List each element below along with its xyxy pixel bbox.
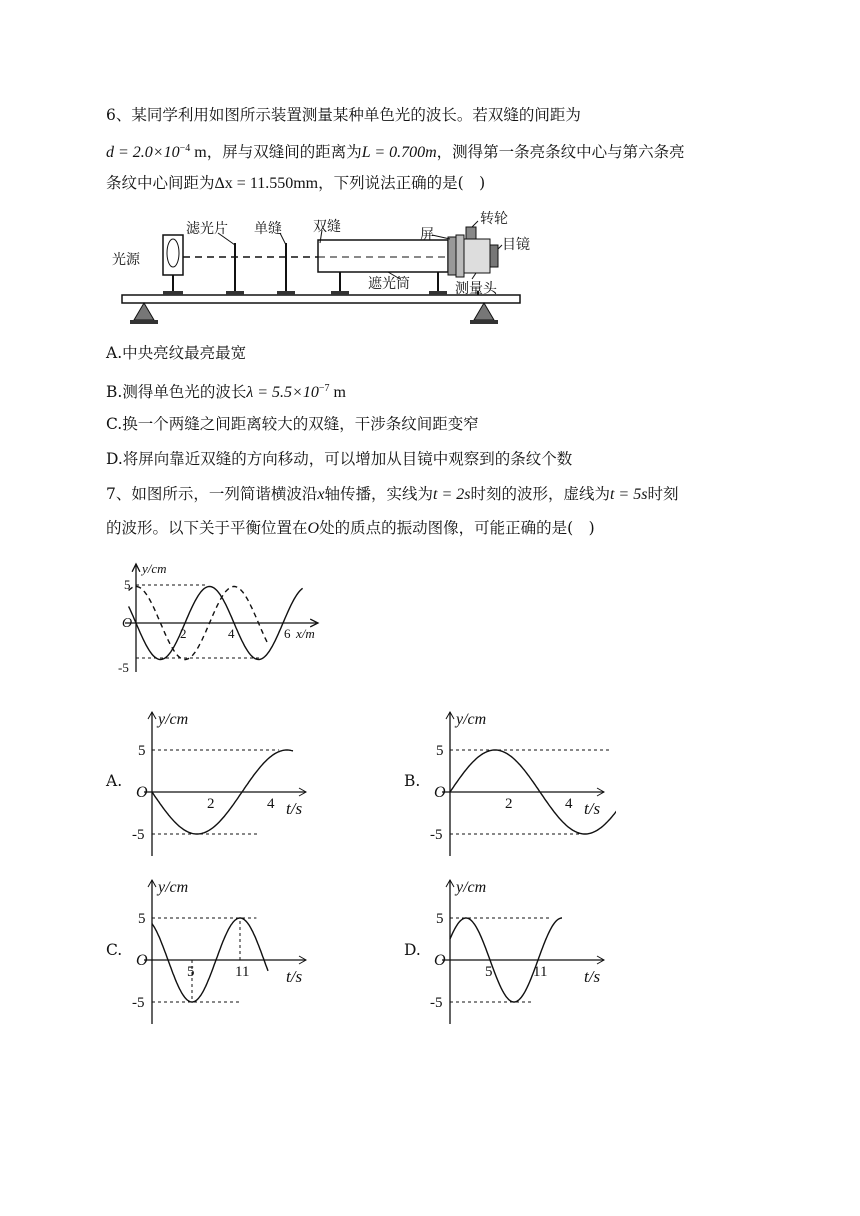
screen: [448, 237, 456, 275]
label-double-slit: 双缝: [313, 219, 341, 235]
bulb: [167, 239, 179, 267]
wave-graph: [110, 556, 340, 678]
wave-tick-x1: 4: [228, 626, 235, 641]
label-light-source: 光源: [112, 252, 140, 268]
q6-option-a: A.中央亮纹最亮最宽: [106, 344, 247, 362]
option-d-graph: [426, 868, 616, 1028]
leader: [472, 221, 478, 227]
stand: [163, 291, 183, 295]
q6-line1: 6、某同学利用如图所示装置测量某种单色光的波长。若双缝的间距为: [106, 106, 581, 124]
q6-option-c: C.换一个两缝之间距离较大的双缝，干涉条纹间距变窄: [106, 415, 479, 433]
q6-option-d: D.将屏向靠近双缝的方向移动，可以增加从目镜中观察到的条纹个数: [106, 450, 573, 468]
tick-y-top: 5: [436, 911, 444, 927]
left-foot: [134, 303, 154, 320]
tick-x: 11: [533, 964, 548, 980]
light-source-box: [163, 235, 183, 275]
option-b-graph: [426, 700, 616, 860]
measuring-head: [464, 239, 490, 273]
stand: [277, 291, 295, 295]
tick-y-bottom: -5: [132, 995, 145, 1011]
tick-x: 2: [207, 796, 215, 812]
ylabel: y/cm: [158, 879, 189, 896]
q6-line3: 条纹中心间距为Δx = 11.550mm，下列说法正确的是( ): [106, 174, 486, 192]
wave-tick-x2: 6: [284, 626, 291, 641]
label-screen: 屏: [420, 227, 434, 243]
tick-x: 2: [505, 796, 513, 812]
xlabel: t/s: [584, 799, 601, 818]
tube: [318, 240, 448, 272]
q7-option-a-letter: A.: [106, 772, 123, 790]
label-single-slit: 单缝: [254, 221, 282, 237]
wave-tick-y1: -5: [118, 660, 129, 675]
xlabel: t/s: [286, 967, 303, 986]
wheel: [466, 227, 476, 239]
dx-equation: Δx = 11.550mm: [214, 175, 319, 192]
tick-x: 5: [187, 964, 195, 980]
wave-xlabel: x/m: [296, 626, 315, 641]
q7-line1: 7、如图所示，一列简谐横波沿x轴传播，实线为t = 2s时刻的波形，虚线为t = 5s时刻: [106, 485, 679, 503]
label-eyepiece: 目镜: [502, 237, 530, 253]
leader: [432, 235, 450, 239]
left-foot-base: [130, 320, 158, 324]
lambda-equation: $\lambda = 5.5\times 10^{-7}$ m: [246, 383, 346, 401]
xlabel: t/s: [286, 799, 303, 818]
stand: [226, 291, 244, 295]
tick-y-top: 5: [436, 743, 444, 759]
origin: O: [136, 952, 148, 969]
ylabel: y/cm: [456, 879, 487, 896]
eyepiece: [490, 245, 498, 267]
tick-y-top: 5: [138, 911, 146, 927]
wave-tick-x0: 2: [180, 626, 187, 641]
origin: O: [136, 784, 148, 801]
option-a-graph: [128, 700, 318, 860]
right-foot: [474, 303, 494, 320]
d-equation: $d = 2.0\times 10^{-4}$ m: [106, 143, 207, 161]
stand: [429, 291, 447, 295]
label-filter: 滤光片: [186, 221, 228, 237]
origin: O: [434, 784, 446, 801]
origin: O: [434, 952, 446, 969]
tick-y-bottom: -5: [132, 827, 145, 843]
ylabel: y/cm: [456, 711, 487, 728]
tick-x: 11: [235, 964, 250, 980]
stand: [331, 291, 349, 295]
option-c-graph: [128, 868, 318, 1028]
tick-y-bottom: -5: [430, 995, 443, 1011]
q7-option-d-letter: D.: [404, 941, 421, 959]
tick-x: 5: [485, 964, 493, 980]
tick-y-top: 5: [138, 743, 146, 759]
wave-origin: O: [122, 616, 133, 631]
wave-tick-y0: 5: [124, 577, 131, 592]
L-equation: L = 0.700m: [361, 144, 437, 161]
wave-ylabel: y/cm: [142, 561, 167, 576]
label-tube: 遮光筒: [368, 276, 410, 292]
label-wheel: 转轮: [480, 211, 508, 227]
label-measuring-head: 测量头: [455, 281, 497, 297]
xlabel: t/s: [584, 967, 601, 986]
q7-option-c-letter: C.: [106, 941, 123, 959]
tick-x: 4: [565, 796, 573, 812]
q6-line2: $d = 2.0\times 10^{-4}$ m，屏与双缝间的距离为L = 0.700m，测得第一条亮条纹中心与第六条亮: [106, 143, 685, 161]
q6-option-b: B.测得单色光的波长$\lambda = 5.5\times 10^{-7}$ m: [106, 383, 346, 401]
q7-option-b-letter: B.: [404, 772, 421, 790]
right-foot-base: [470, 320, 498, 324]
tick-y-bottom: -5: [430, 827, 443, 843]
tick-x: 4: [267, 796, 275, 812]
ylabel: y/cm: [158, 711, 189, 728]
q7-line2: 的波形。以下关于平衡位置在O处的质点的振动图像，可能正确的是( ): [106, 519, 595, 537]
